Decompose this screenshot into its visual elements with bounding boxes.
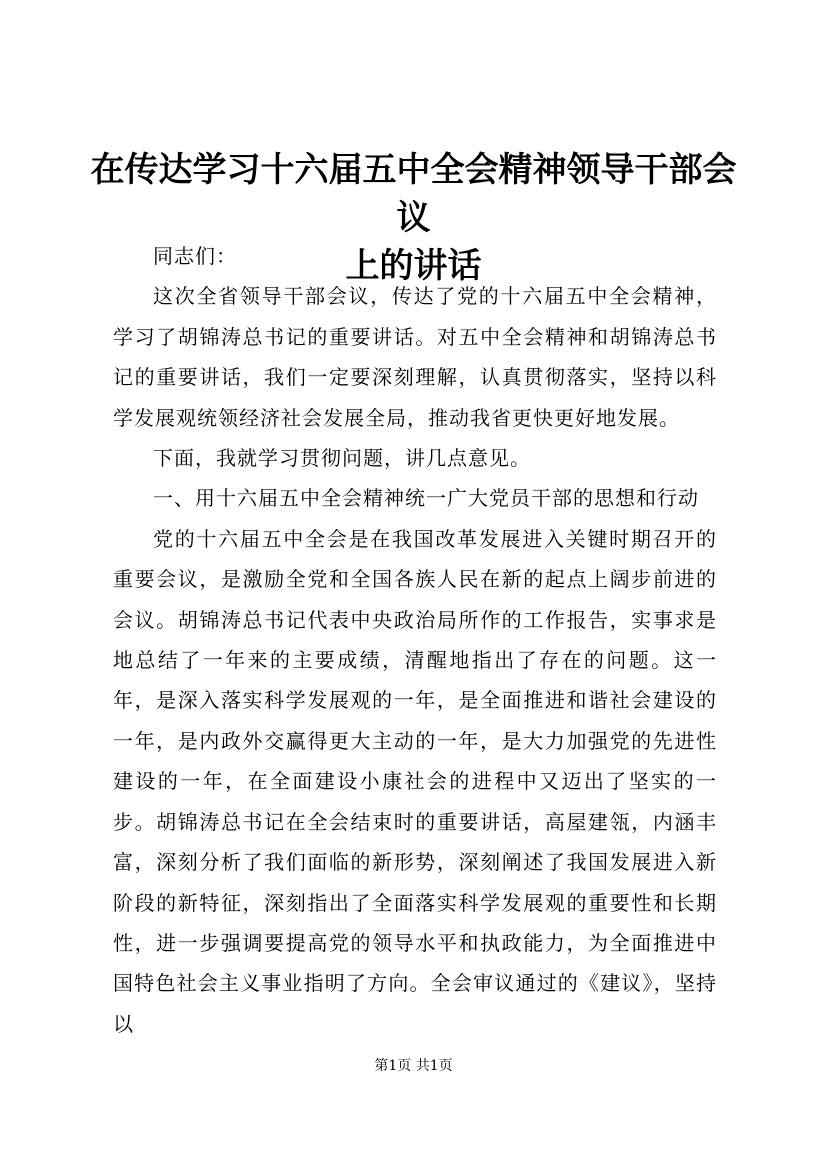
paragraph-intro: 这次全省领导干部会议，传达了党的十六届五中全会精神，学习了胡锦涛总书记的重要讲话。对五中全会精神和胡锦涛总书记的重要讲话，我们一定要深刻理解，认真贯彻落实，坚持以科学发展观统领经济社会发展全局，推动我省更快更好地发展。 (113, 284, 717, 430)
paragraph-section-1: 党的十六届五中全会是在我国改革发展进入关键时期召开的重要会议，是激励全党和全国各族人民在新的起点上阔步前进的会议。胡锦涛总书记代表中央政治局所作的工作报告，实事求是地总结了一年来的主要成绩，清醒地指出了存在的问题。这一年，是深入落实科学发展观的一年，是全面推进和谐社会建设的一年，是内政外交赢得更大主动的一年，是大力加强党的先进性建设的一年，在全面建设小康社会的进程中又迈出了坚实的一步。胡锦涛总书记在全会结束时的重要讲话，高屋建瓴，内涵丰富，深刻分析了我们面临的新形势，深刻阐述了我国发展进入新阶段的新特征，深刻指出了全面落实科学发展观的重要性和长期性，进一步强调要提高党的领导水平和执政能力，为全面推进中国特色社会主义事业指明了方向。全会审议通过的《建议》，坚持以 (113, 526, 717, 1036)
title-line-2: 上的讲话 (345, 246, 482, 286)
section-heading-1: 一、用十六届五中全会精神统一广大党员干部的思想和行动 (153, 486, 699, 511)
salutation: 同志们： (153, 244, 237, 268)
page-footer: 第1页 共1页 (374, 1058, 453, 1074)
paragraph-outline: 下面，我就学习贯彻问题，讲几点意见。 (153, 446, 531, 471)
document-body (113, 236, 717, 1044)
title-line-1: 在传达学习十六届五中全会精神领导干部会议 (90, 150, 737, 238)
